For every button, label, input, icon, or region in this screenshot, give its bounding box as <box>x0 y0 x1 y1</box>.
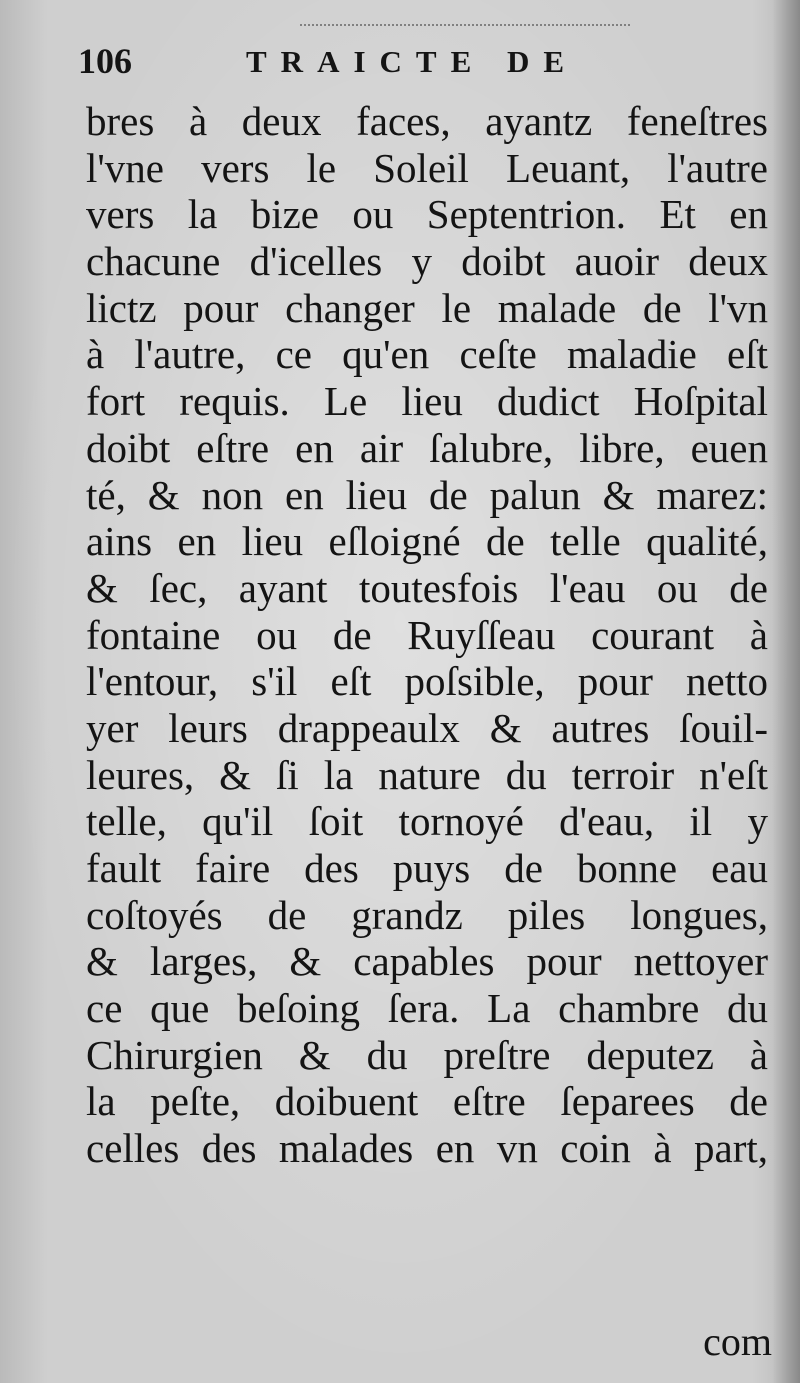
text-line: ains en lieu eſloigné de telle qualité, <box>86 518 768 565</box>
text-line: telle, qu'il ſoit tornoyé d'eau, il y <box>86 798 768 845</box>
text-line: ce que beſoing ſera. La chambre du <box>86 985 768 1032</box>
text-line: fort requis. Le lieu dudict Hoſpital <box>86 378 768 425</box>
text-line: doibt eſtre en air ſalubre, libre, euen <box>86 424 768 471</box>
catchword: com <box>703 1319 772 1364</box>
running-head <box>78 40 678 90</box>
text-line: té, & non en lieu de palun & marez: <box>86 471 768 518</box>
text-line: bres à deux faces, ayantz feneſtres <box>86 98 768 144</box>
text-block <box>86 98 776 1172</box>
text-line: chacune d'icelles y doibt auoir deux <box>86 238 768 285</box>
text-line: l'vne vers le Soleil Leuant, l'autre <box>86 144 768 191</box>
text-line: & larges, & capables pour nettoyer <box>86 938 768 985</box>
text-line: l'entour, s'il eſt poſsible, pour netto <box>86 658 768 705</box>
text-line: vers la bize ou Septentrion. Et en <box>86 191 768 238</box>
text-line: à l'autre, ce qu'en ceſte maladie eſt <box>86 331 768 378</box>
text-line: coſtoyés de grandz piles longues, <box>86 891 768 938</box>
text-line: leures, & ſi la nature du terroir n'eſt <box>86 751 768 798</box>
text-line: celles des malades en vn coin à part, <box>86 1125 768 1172</box>
running-title: TRAICTE DE <box>246 44 579 79</box>
text-line: Chirurgien & du preſtre deputez à <box>86 1031 768 1078</box>
top-ornament-rule <box>300 24 630 28</box>
page-number: 106 <box>78 41 132 81</box>
page-edge-shadow <box>772 0 800 1383</box>
text-line: fault faire des puys de bonne eau <box>86 845 768 891</box>
text-line: fontaine ou de Ruyſſeau courant à <box>86 611 768 658</box>
text-line: & ſec, ayant toutesfois l'eau ou de <box>86 564 768 611</box>
text-line: la peſte, doibuent eſtre ſeparees de <box>86 1078 768 1125</box>
text-line: yer leurs drappeaulx & autres ſouil- <box>86 704 768 751</box>
text-line: lictz pour changer le malade de l'vn <box>86 284 768 331</box>
